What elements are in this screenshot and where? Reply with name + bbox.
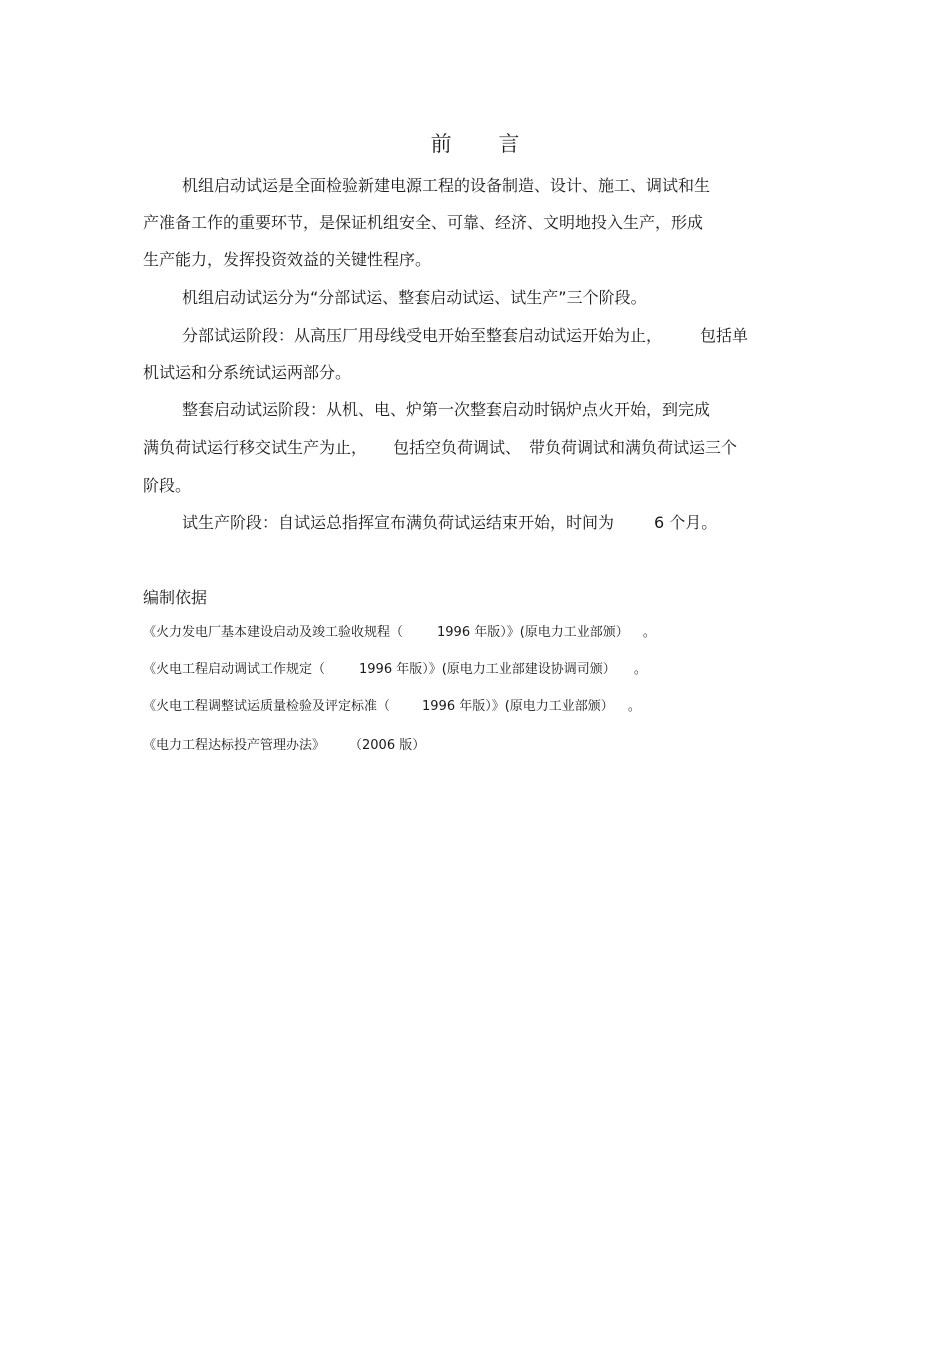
paragraph-3-text-a: 分部试运阶段：从高压厂用母线受电开始至整套启动试运开始为止，: [182, 326, 663, 345]
paragraph-2-line-1: 机组启动试运分为“分部试运、整套启动试运、试生产”三个阶段。: [182, 288, 647, 307]
paragraph-4-line-3: 阶段。: [143, 476, 192, 495]
paragraph-3-line-2: 机试运和分系统试运两部分。: [143, 363, 352, 382]
paragraph-5-text-a: 试生产阶段：自试运总指挥宣布满负荷试运结束开始，时间为: [182, 513, 615, 532]
paragraph-1-line-1: 机组启动试运是全面检验新建电源工程的设备制造、设计、施工、调试和生: [182, 176, 711, 195]
paragraph-3-line-1: [182, 325, 748, 347]
paragraph-3-text-b: 包括单: [700, 326, 749, 345]
reference-2-title: 《火电工程启动调试工作规定（: [143, 662, 326, 677]
reference-3-end: 。: [627, 699, 641, 714]
reference-3-edition: 1996 年版）》(原电力工业部颁）: [422, 699, 614, 714]
reference-4-edition: （2006 版）: [349, 738, 426, 753]
basis-heading: 编制依据: [143, 588, 208, 607]
reference-1-end: 。: [642, 625, 656, 640]
paragraph-4-line-2: [143, 437, 737, 459]
reference-1-title: 《火力发电厂基本建设启动及竣工验收规程（: [143, 625, 404, 640]
reference-4-title: 《电力工程达标投产管理办法》: [143, 738, 326, 753]
paragraph-5-line-1: [182, 512, 717, 534]
reference-2-edition: 1996 年版）》(原电力工业部建设协调司颁）: [359, 662, 616, 677]
reference-item-3: [143, 697, 641, 717]
reference-item-1: [143, 623, 656, 643]
reference-1-edition: 1996 年版）》(原电力工业部颁）: [437, 625, 629, 640]
reference-item-2: [143, 660, 647, 680]
reference-3-title: 《火电工程调整试运质量检验及评定标准（: [143, 699, 391, 714]
paragraph-5-text-b: 6 个月。: [654, 513, 718, 532]
paragraph-1-line-3: 生产能力，发挥投资效益的关键性程序。: [143, 250, 432, 269]
paragraph-1-line-2: 产准备工作的重要环节，是保证机组安全、可靠、经济、文明地投入生产，形成: [143, 213, 704, 232]
paragraph-4-text-a: 满负荷试运行移交试生产为止，: [143, 438, 368, 457]
paragraph-4-text-c: 带负荷调试和满负荷试运三个: [529, 438, 738, 457]
paragraph-4-text-b: 包括空负荷调试、: [393, 438, 522, 457]
reference-2-end: 。: [633, 662, 647, 677]
reference-item-4: [143, 736, 425, 756]
page-title: 前 言: [430, 132, 540, 156]
paragraph-4-line-1: 整套启动试运阶段：从机、电、炉第一次整套启动时锅炉点火开始，到完成: [182, 400, 711, 419]
